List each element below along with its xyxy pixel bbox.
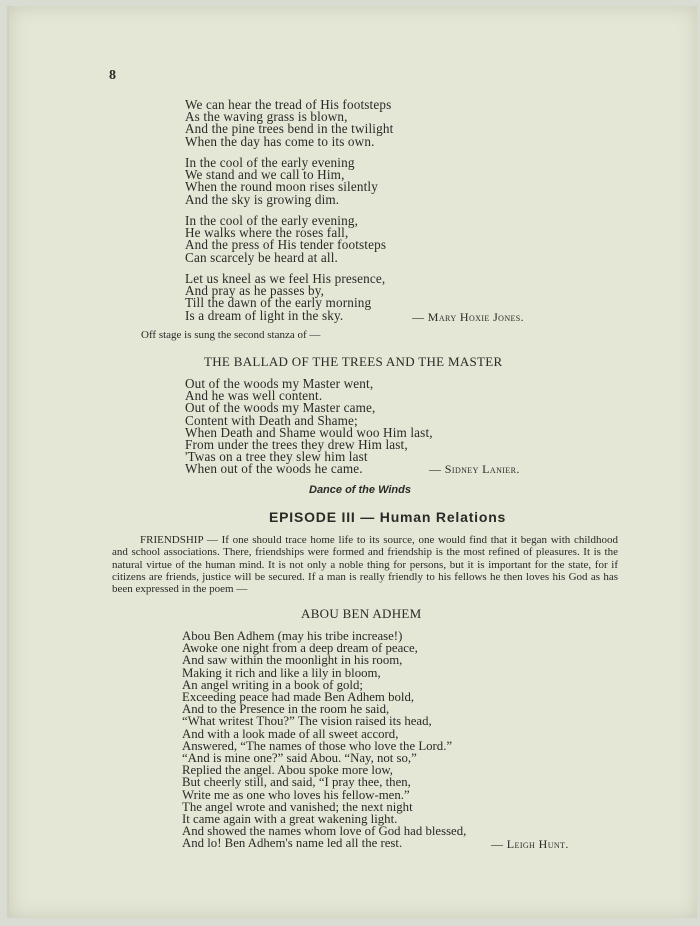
poem-line: In the cool of the early evening, (185, 213, 359, 228)
poem-line: Awoke one night from a deep dream of peace, (182, 641, 418, 656)
poem-line: Replied the angel. Abou spoke more low, (182, 763, 393, 778)
poem-line: Content with Death and Shame; (185, 412, 358, 428)
ballad-title: THE BALLAD OF THE TREES AND THE MASTER (204, 354, 503, 369)
poem-line: We stand and we call to Him, (185, 167, 345, 183)
poem-line: In the cool of the early evening (185, 155, 355, 170)
poem-line: Making it rich and like a lily in bloom, (182, 665, 381, 680)
abou-poem (182, 630, 466, 850)
poem-line: Till the dawn of the early morning (185, 295, 372, 311)
poem-line: And pray as he passes by, (185, 283, 325, 299)
poem-line: And the sky is growing dim. (185, 191, 340, 207)
poem-line: But cheerly still, and said, “I pray thee, then, (182, 775, 411, 790)
poem-line: And he was well content. (185, 388, 323, 404)
poem-line: When out of the woods he came. (185, 461, 363, 477)
poem-line: Can scarcely be heard at all. (185, 249, 338, 265)
hymn-stanza-2 (185, 157, 378, 206)
poem-line: And with a look made of all sweet accord, (182, 726, 399, 741)
hymn-stanza-4 (185, 273, 385, 322)
poem-line: “And is mine one?” said Abou. “Nay, not so,” (182, 751, 417, 766)
poem-line: When the day has come to its own. (185, 133, 375, 149)
poem-line: And the press of His tender footsteps (185, 237, 387, 253)
poem-line: Abou Ben Adhem (may his tribe increase!) (182, 629, 403, 643)
friendship-paragraph: FRIENDSHIP — If one should trace home life to its source, one would find that it began with childhood and school associations. There, friendships were formed and friendship is the most refined of pleasures. It is the natural virtue of the human mind. It is not only a noble thing for persons, but it is important for the state, for if citizens are friends, justice will be secured. If a man is really friendly to his fellows he then loves his God as has been expressed in the poem — (112, 534, 618, 596)
abou-title: ABOU BEN ADHEM (301, 606, 422, 621)
poem-line: Out of the woods my Master came, (185, 400, 376, 416)
poem-line: When Death and Shame would woo Him last, (185, 424, 433, 440)
episode-heading: EPISODE III — Human Relations (269, 509, 507, 525)
poem-line: When the round moon rises silently (185, 179, 378, 195)
poem-line: Is a dream of light in the sky. (185, 307, 344, 323)
page-number: 8 (109, 68, 116, 83)
poem-line: Exceeding peace had made Ben Adhem bold, (182, 690, 415, 705)
poem-line: Answered, “The names of those who love the Lord.” (182, 738, 453, 753)
poem-line: And the pine trees bend in the twilight (185, 121, 394, 137)
poem-line: “What writest Thou?” The vision raised its head, (182, 714, 432, 729)
poem-line: He walks where the roses fall, (185, 225, 349, 241)
offstage-note: Off stage is sung the second stanza of — (141, 329, 321, 341)
poem-line: And saw within the moonlight in his room, (182, 653, 403, 668)
abou-attribution: — Leigh Hunt. (491, 837, 569, 851)
poem-line: And showed the names whom love of God had blessed, (182, 824, 467, 839)
poem-line: The angel wrote and vanished; the next night (182, 799, 413, 814)
hymn-stanza-1 (185, 99, 393, 148)
poem-line: Out of the woods my Master went, (185, 376, 374, 391)
poem-line: 'Twas on a tree they slew him last (185, 449, 368, 465)
ballad-stanza (185, 378, 433, 476)
poem-line: Write me as one who loves his fellow-men.” (182, 787, 410, 802)
dance-title: Dance of the Winds (309, 484, 411, 496)
ballad-attribution: — Sidney Lanier. (429, 462, 520, 476)
document-page (7, 6, 697, 918)
hymn-attribution: — Mary Hoxie Jones. (412, 310, 525, 324)
poem-line: It came again with a great wakening light. (182, 812, 398, 827)
poem-line: As the waving grass is blown, (185, 109, 348, 125)
hymn-stanza-3 (185, 215, 386, 264)
poem-line: And lo! Ben Adhem's name led all the rest. (182, 836, 403, 851)
poem-line: And to the Presence in the room he said, (182, 702, 390, 717)
poem-line: From under the trees they drew Him last, (185, 437, 408, 453)
poem-line: An angel writing in a book of gold; (182, 677, 363, 692)
poem-line: Let us kneel as we feel His presence, (185, 271, 386, 286)
poem-line: We can hear the tread of His footsteps (185, 97, 392, 112)
